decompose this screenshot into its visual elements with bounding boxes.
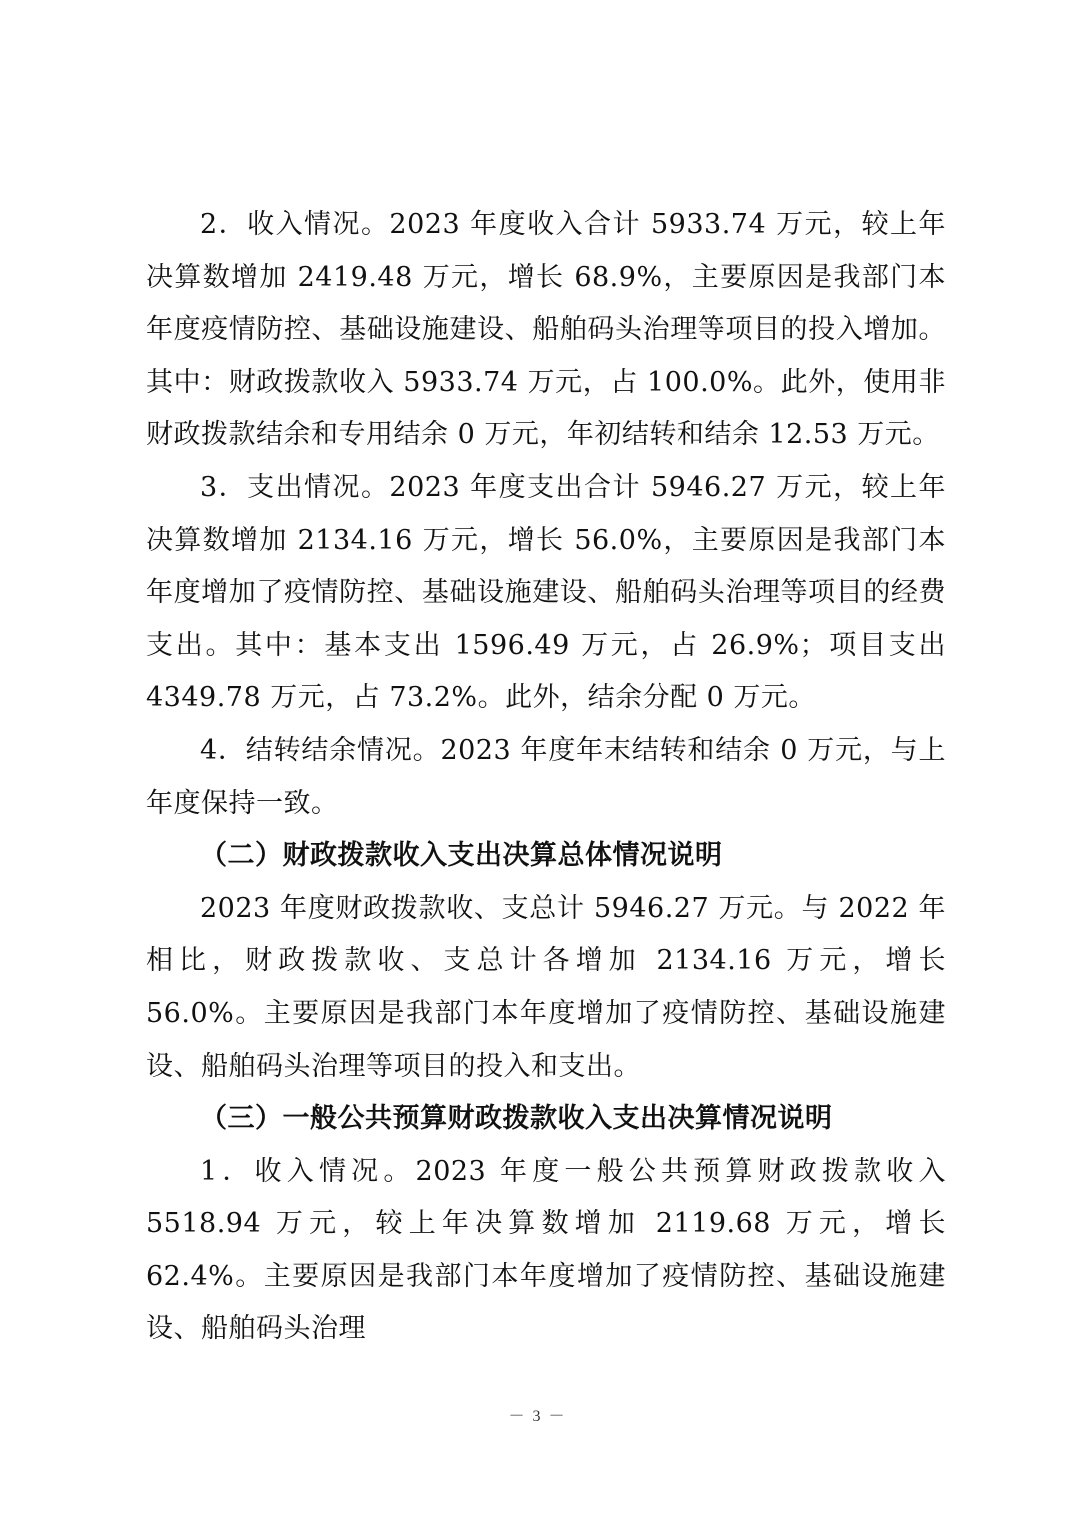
- paragraph-general-income: 1．收入情况。2023 年度一般公共预算财政拨款收入 5518.94 万元，较上年决算数增加 2119.68 万元，增长 62.4%。主要原因是我部门本年度增加了疫情防控、基础设施建设、船舶码头治理: [146, 1155, 946, 1345]
- paragraph-expenditure: 3．支出情况。2023 年度支出合计 5946.27 万元，较上年决算数增加 2134.16 万元，增长 56.0%，主要原因是我部门本年度增加了疫情防控、基础设施建设、船舶码头治理等项目的经费支出。其中：基本支出 1596.49 万元，占 26.9%；项目支出 4349.78 万元，占 73.2%。此外，结余分配 0 万元。: [146, 471, 946, 714]
- paragraph-carryover: 4．结转结余情况。2023 年度年末结转和结余 0 万元，与上年度保持一致。: [146, 734, 946, 819]
- section-heading-general-budget: （三）一般公共预算财政拨款收入支出决算情况说明: [200, 1103, 833, 1135]
- page-number: － 3 －: [508, 1408, 567, 1425]
- page-body: [146, 199, 946, 1356]
- paragraph-fiscal-overall: 2023 年度财政拨款收、支总计 5946.27 万元。与 2022 年相比，财政拨款收、支总计各增加 2134.16 万元，增长 56.0%。主要原因是我部门本年度增加了疫情防控、基础设施建设、船舶码头治理等项目的投入和支出。: [146, 892, 946, 1082]
- paragraph-income: 2．收入情况。2023 年度收入合计 5933.74 万元，较上年决算数增加 2419.48 万元，增长 68.9%，主要原因是我部门本年度疫情防控、基础设施建设、船舶码头治理等项目的投入增加。其中：财政拨款收入 5933.74 万元，占 100.0%。此外，使用非财政拨款结余和专用结余 0 万元，年初结转和结余 12.53 万元。: [146, 209, 946, 451]
- section-heading-fiscal-overall: （二）财政拨款收入支出决算总体情况说明: [200, 840, 723, 872]
